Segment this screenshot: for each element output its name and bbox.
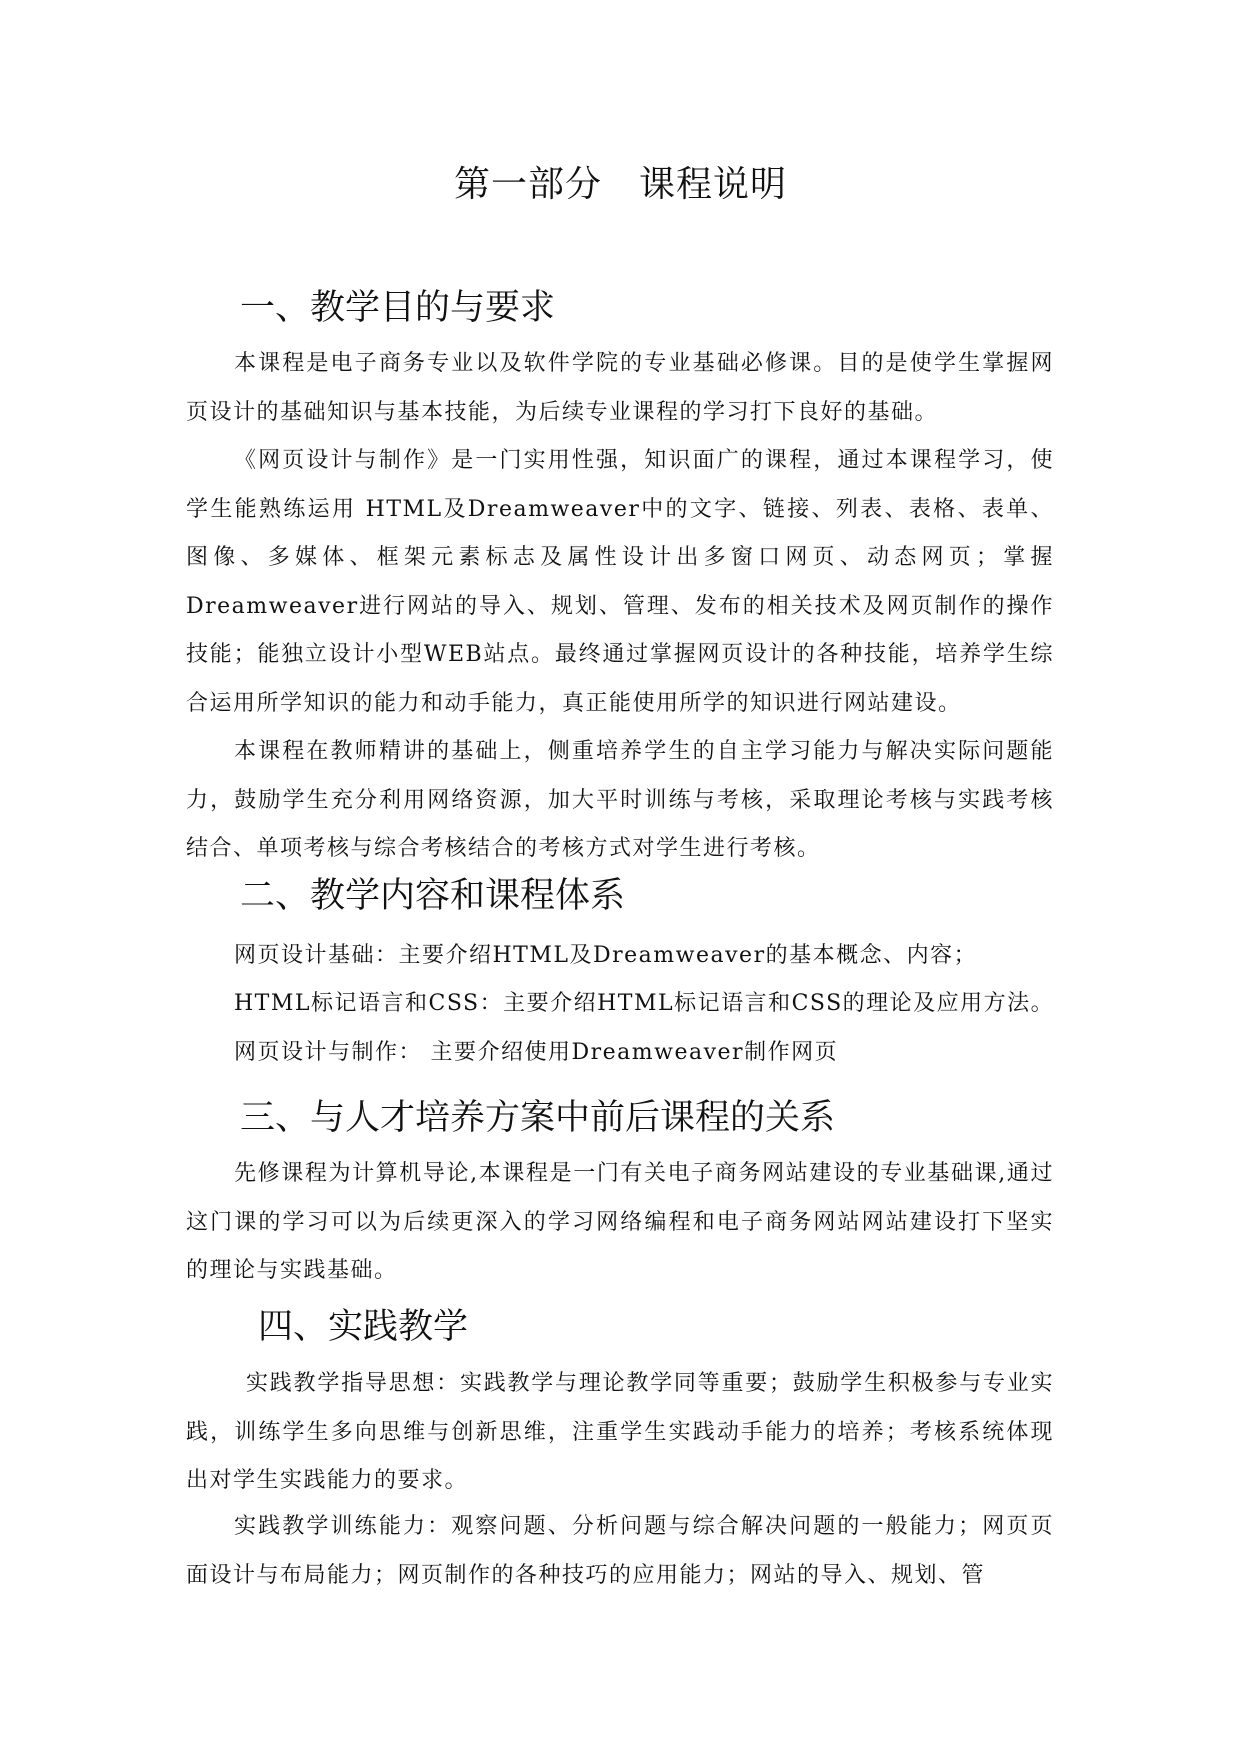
section-heading-1: 一、教学目的与要求 [240,288,556,328]
section-1-paragraph-2: 《网页设计与制作》是一门实用性强，知识面广的课程，通过本课程学习，使学生能熟练运用 HTML及Dreamweaver中的文字、链接、列表、表格、表单、图像、多媒体、框架元素标志及属性设计出多窗口网页、动态网页；掌握Dreamweaver进行网站的导入、规划、管理、发布的相关技术及网页制作的操作技能；能独立设计小型WEB站点。最终通过掌握网页设计的各种技能，培养学生综合运用所学知识的能力和动手能力，真正能使用所学的知识进行网站建设。 [186,448,1054,716]
section-heading-4: 四、实践教学 [258,1307,469,1347]
course-content-item-3: 网页设计与制作： 主要介绍使用Dreamweaver制作网页 [234,1040,839,1065]
section-1-paragraph-3: 本课程在教师精讲的基础上，侧重培养学生的自主学习能力与解决实际问题能力，鼓励学生充分利用网络资源，加大平时训练与考核，采取理论考核与实践考核结合、单项考核与综合考核结合的考核方式对学生进行考核。 [186,739,1054,861]
course-content-item-2: HTML标记语言和CSS：主要介绍HTML标记语言和CSS的理论及应用方法。 [234,991,1055,1016]
part-title: 第一部分 课程说明 [453,164,787,205]
section-heading-2: 二、教学内容和课程体系 [240,876,626,916]
course-content-item-1: 网页设计基础：主要介绍HTML及Dreamweaver的基本概念、内容； [234,943,978,968]
section-3-paragraph-1: 先修课程为计算机导论,本课程是一门有关电子商务网站建设的专业基础课,通过这门课的学习可以为后续更深入的学习网络编程和电子商务网站网站建设打下坚实的理论与实践基础。 [186,1161,1054,1283]
section-4-paragraph-1: 实践教学指导思想：实践教学与理论教学同等重要；鼓励学生积极参与专业实践，训练学生多向思维与创新思维，注重学生实践动手能力的培养；考核系统体现出对学生实践能力的要求。 [186,1371,1054,1493]
section-heading-3: 三、与人才培养方案中前后课程的关系 [240,1098,836,1138]
section-4-paragraph-2: 实践教学训练能力：观察问题、分析问题与综合解决问题的一般能力；网页页面设计与布局能力；网页制作的各种技巧的应用能力；网站的导入、规划、管 [186,1514,1054,1588]
section-1-paragraph-1: 本课程是电子商务专业以及软件学院的专业基础必修课。目的是使学生掌握网页设计的基础知识与基本技能，为后续专业课程的学习打下良好的基础。 [186,351,1054,425]
